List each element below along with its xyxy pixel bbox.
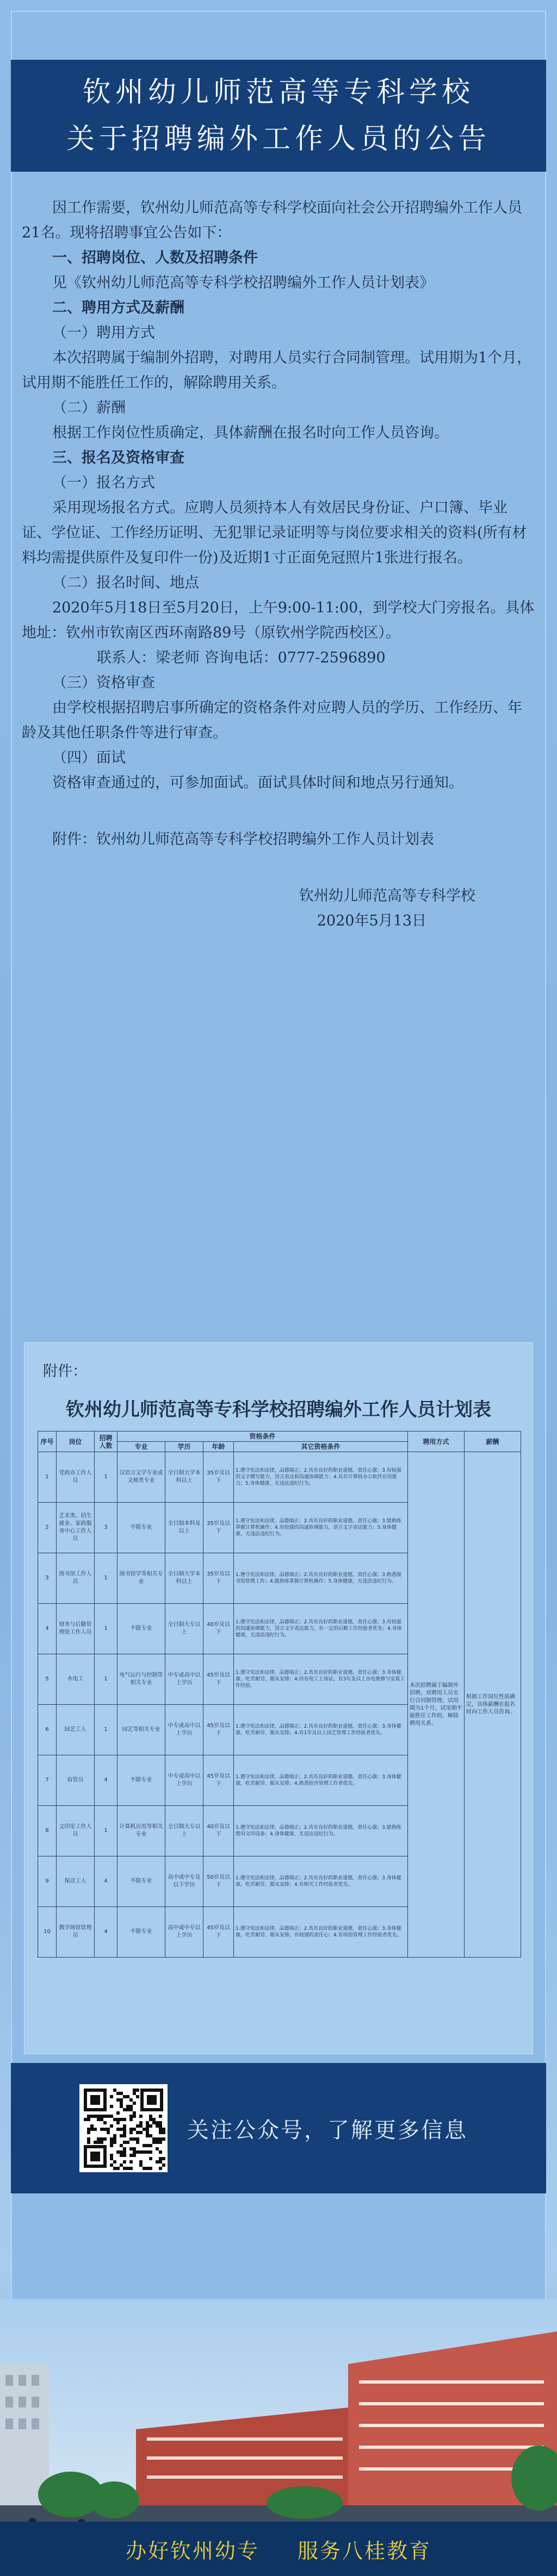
row-edu: 全日制大专以上 bbox=[165, 1806, 203, 1856]
section-3-3-text: 由学校根据招聘启事所确定的资格条件对应聘人员的学历、工作经历、年龄及其他任职条件等进行审查。 bbox=[22, 699, 522, 741]
row-post: 水电工 bbox=[57, 1654, 95, 1705]
row-edu: 高中或中专以上学历 bbox=[165, 1907, 203, 1958]
table-row bbox=[38, 1452, 521, 1503]
header-req: 其它资格条件 bbox=[234, 1442, 408, 1452]
row-major: 不限专业 bbox=[117, 1604, 165, 1654]
row-num: 1 bbox=[95, 1604, 117, 1654]
row-req: 1.遵守宪法和法律，品德端正；2.具有良好的职业道德，责任心强；3.有较强的文字撰写能力，语言表达和沟通协调能力；4.具有计算机办公软件应用能力；5.身体健康，无违法违纪行为。 bbox=[234, 1452, 408, 1503]
row-no: 8 bbox=[38, 1806, 57, 1856]
row-no: 7 bbox=[38, 1755, 57, 1806]
row-req: 1.遵守宪法和法律，品德端正；2.具有良好的职业道德，责任心强；3.能熟练掌握计算机操作；4.有较强的沟通协调能力，语言文字表达能力；5.身体健康，无违法违纪行为。 bbox=[234, 1503, 408, 1553]
row-major: 汉语言文学专业或文秘类专业 bbox=[117, 1452, 165, 1503]
row-edu: 全日制大专以上 bbox=[165, 1604, 203, 1654]
section-2-1-text: 本次招聘属于编制外招聘，对聘用人员实行合同制管理。试用期为1个月，试用期不能胜任工作的，解除聘用关系。 bbox=[22, 349, 532, 391]
row-req: 1.遵守宪法和法律，品德端正；2.具有良好的职业道德，责任心强；3.身体健康，吃苦耐劳，服从安排；4.有1年及以上园艺管理工作经验者优先。 bbox=[234, 1705, 408, 1755]
row-major: 不限专业 bbox=[117, 1856, 165, 1907]
attachment-label: 附件： bbox=[43, 1363, 87, 1380]
row-edu: 中专或高中以上学历 bbox=[165, 1654, 203, 1705]
header-post: 岗位 bbox=[57, 1431, 95, 1452]
row-num: 1 bbox=[95, 1705, 117, 1755]
row-edu: 全日制大学本科以上 bbox=[165, 1452, 203, 1503]
row-req: 1.遵守宪法和法律，品德端正；2.具有良好的职业道德，责任心强；3.熟悉图书馆管理工作；4.能熟练掌握计算机操作；5.身体健康，无违法违纪行为。 bbox=[234, 1553, 408, 1604]
section-3-2-heading: （二）报名时间、地点 bbox=[52, 574, 199, 591]
row-no: 6 bbox=[38, 1705, 57, 1755]
section-2-1-heading: （一）聘用方式 bbox=[52, 324, 155, 341]
row-age: 45岁及以下 bbox=[203, 1654, 234, 1705]
row-no: 4 bbox=[38, 1604, 57, 1654]
row-num: 4 bbox=[95, 1856, 117, 1907]
row-req: 1.遵守宪法和法律，品德端正；2.具有良好的职业道德，责任心强；3.身体健康，吃苦耐劳，服从安排；4.持有电工上岗证，有3年及以上水电维修与安装工作经验。 bbox=[234, 1654, 408, 1705]
row-num: 1 bbox=[95, 1452, 117, 1503]
row-edu: 中专或高中以上学历 bbox=[165, 1705, 203, 1755]
plan-table-body bbox=[38, 1452, 521, 1958]
title-line-1: 钦州幼儿师范高等专科学校 bbox=[82, 76, 474, 109]
contact-line: 联系人：梁老师 咨询电话：0777-2596890 bbox=[97, 649, 386, 666]
section-3-3-heading: （三）资格审查 bbox=[52, 674, 155, 691]
row-num: 3 bbox=[95, 1503, 117, 1553]
row-req: 1.遵守宪法和法律，品德端正；2.具有良好的职业道德，责任心强；3.能熟练使用文印设备；4.身体健康，无违法违纪行为。 bbox=[234, 1806, 408, 1856]
attachment-note: 附件：钦州幼儿师范高等专科学校招聘编外工作人员计划表 bbox=[52, 831, 434, 848]
row-post: 保洁工人 bbox=[57, 1856, 95, 1907]
section-3-4-heading: （四）面试 bbox=[52, 749, 126, 766]
hire-method-cell: 本次招聘属于编制外招聘，对聘用人员实行合同制管理，试用期为1个月，试用期不能胜任工作的，解除聘用关系。 bbox=[408, 1452, 465, 1958]
row-age: 45岁及以下 bbox=[203, 1755, 234, 1806]
row-req: 1.遵守宪法和法律，品德端正；2.具有良好的职业道德，责任心强；3.身体健康，吃苦耐劳，服从安排；4.有相关工作经验者优先。 bbox=[234, 1856, 408, 1907]
section-3-2-text: 2020年5月18日至5月20日，上午9:00-11:00，到学校大门旁报名。具体地址：钦州市钦南区西环南路89号（原钦州学院西校区）。 bbox=[22, 599, 535, 641]
row-age: 50岁及以下 bbox=[203, 1856, 234, 1907]
footer-slogan bbox=[0, 2522, 557, 2576]
row-post: 园艺工人 bbox=[57, 1705, 95, 1755]
row-major: 电气运行与控制等相关专业 bbox=[117, 1654, 165, 1705]
intro-paragraph: 因工作需要，钦州幼儿师范高等专科学校面向社会公开招聘编外工作人员21名。现将招聘事宜公告如下： bbox=[22, 199, 522, 241]
header-no: 序号 bbox=[38, 1431, 57, 1452]
attachment-box bbox=[24, 1342, 533, 2054]
title-line-2: 关于招聘编外工作人员的公告 bbox=[66, 123, 491, 155]
row-post: 教学场馆管理员 bbox=[57, 1907, 95, 1958]
title-banner bbox=[11, 60, 546, 172]
plan-table bbox=[38, 1431, 521, 1958]
row-req: 1.遵守宪法和法律，品德端正；2.具有良好的职业道德，责任心强；3.有较强的沟通协调能力，语言文字表达能力，有一定的后勤工作经验者优先；4.身体健康，无违法违纪行为。 bbox=[234, 1604, 408, 1654]
row-major: 不限专业 bbox=[117, 1503, 165, 1553]
row-edu: 中专或高中以上学历 bbox=[165, 1755, 203, 1806]
announcement-body bbox=[22, 196, 535, 934]
row-edu: 高中或中专及以下学历 bbox=[165, 1856, 203, 1907]
signature-org: 钦州幼儿师范高等专科学校 bbox=[299, 887, 475, 904]
qr-caption: 关注公众号，了解更多信息 bbox=[187, 2117, 468, 2143]
row-post: 宿管员 bbox=[57, 1755, 95, 1806]
row-num: 4 bbox=[95, 1907, 117, 1958]
row-post: 党政办工作人员 bbox=[57, 1452, 95, 1503]
row-age: 35岁及以下 bbox=[203, 1503, 234, 1553]
row-num: 1 bbox=[95, 1806, 117, 1856]
row-post: 图书馆工作人员 bbox=[57, 1553, 95, 1604]
row-edu: 全日制大学本科以上 bbox=[165, 1553, 203, 1604]
row-no: 5 bbox=[38, 1654, 57, 1705]
row-no: 9 bbox=[38, 1856, 57, 1907]
qr-code-icon[interactable] bbox=[79, 2084, 168, 2172]
footer-slogan-right: 服务八桂教育 bbox=[298, 2539, 432, 2563]
header-edu: 学历 bbox=[165, 1442, 203, 1452]
section-2-2-heading: （二）薪酬 bbox=[52, 399, 126, 416]
signature-date: 2020年5月13日 bbox=[317, 912, 426, 929]
row-post: 财务与后勤管理处工作人员 bbox=[57, 1604, 95, 1654]
row-req: 1.遵守宪法和法律，品德端正；2.具有良好的职业道德，责任心强；3.身体健康，吃苦耐劳，服从安排，有较强的责任心；4.有场馆管理工作经验者优先。 bbox=[234, 1907, 408, 1958]
row-age: 35岁及以下 bbox=[203, 1452, 234, 1503]
header-age: 年龄 bbox=[203, 1442, 234, 1452]
section-1-text: 见《钦州幼儿师范高等专科学校招聘编外工作人员计划表》 bbox=[52, 274, 434, 291]
row-age: 45岁及以下 bbox=[203, 1705, 234, 1755]
header-major: 专业 bbox=[117, 1442, 165, 1452]
row-major: 不限专业 bbox=[117, 1755, 165, 1806]
row-age: 40岁及以下 bbox=[203, 1806, 234, 1856]
qr-band bbox=[11, 2063, 546, 2193]
header-num: 招聘人数 bbox=[95, 1431, 117, 1452]
plan-table-title: 钦州幼儿师范高等专科学校招聘编外工作人员计划表 bbox=[66, 1399, 491, 1421]
row-no: 3 bbox=[38, 1553, 57, 1604]
row-edu: 全日制本科及以上 bbox=[165, 1503, 203, 1553]
section-3-1-heading: （一）报名方式 bbox=[52, 474, 155, 491]
section-2-2-text: 根据工作岗位性质确定，具体薪酬在报名时向工作人员咨询。 bbox=[52, 424, 449, 441]
row-age: 35岁及以下 bbox=[203, 1553, 234, 1604]
footer-slogan-left: 办好钦州幼专 bbox=[125, 2539, 259, 2563]
campus-illustration bbox=[0, 2299, 557, 2554]
row-num: 4 bbox=[95, 1755, 117, 1806]
header-salary: 薪酬 bbox=[465, 1431, 521, 1452]
row-no: 2 bbox=[38, 1503, 57, 1553]
row-no: 10 bbox=[38, 1907, 57, 1958]
row-major: 图书馆学等相关专业 bbox=[117, 1553, 165, 1604]
row-age: 45岁及以下 bbox=[203, 1907, 234, 1958]
section-3-4-text: 资格审查通过的，可参加面试。面试具体时间和地点另行通知。 bbox=[52, 774, 463, 791]
row-post: 艺术类、招生就业、家政服务中心工作人员 bbox=[57, 1503, 95, 1553]
row-num: 1 bbox=[95, 1553, 117, 1604]
row-req: 1.遵守宪法和法律，品德端正；2.具有良好的职业道德，责任心强；3.身体健康，吃苦耐劳，服从安排；4.熟悉宿舍管理工作者优先。 bbox=[234, 1755, 408, 1806]
row-no: 1 bbox=[38, 1452, 57, 1503]
section-1-heading: 一、招聘岗位、人数及招聘条件 bbox=[52, 249, 258, 266]
row-age: 40岁及以下 bbox=[203, 1604, 234, 1654]
section-3-heading: 三、报名及资格审查 bbox=[52, 449, 184, 466]
section-3-1-text: 采用现场报名方式。应聘人员须持本人有效居民身份证、户口簿、毕业证、学位证、工作经历证明、无犯罪记录证明等与岗位要求相关的资料(所有材料均需提供原件及复印件一份)及近期1寸正面免冠照片1张进行报名。 bbox=[22, 499, 527, 566]
section-2-heading: 二、聘用方式及薪酬 bbox=[52, 299, 184, 316]
row-major: 计算机应用等相关专业 bbox=[117, 1806, 165, 1856]
header-conditions: 资格条件 bbox=[117, 1431, 408, 1442]
row-post: 文印室工作人员 bbox=[57, 1806, 95, 1856]
row-major: 不限专业 bbox=[117, 1907, 165, 1958]
row-major: 园艺等相关专业 bbox=[117, 1705, 165, 1755]
header-hire: 聘用方式 bbox=[408, 1431, 465, 1452]
row-num: 1 bbox=[95, 1654, 117, 1705]
salary-cell: 根据工作岗位性质确定，具体薪酬在报名时向工作人员咨询。 bbox=[465, 1452, 521, 1958]
